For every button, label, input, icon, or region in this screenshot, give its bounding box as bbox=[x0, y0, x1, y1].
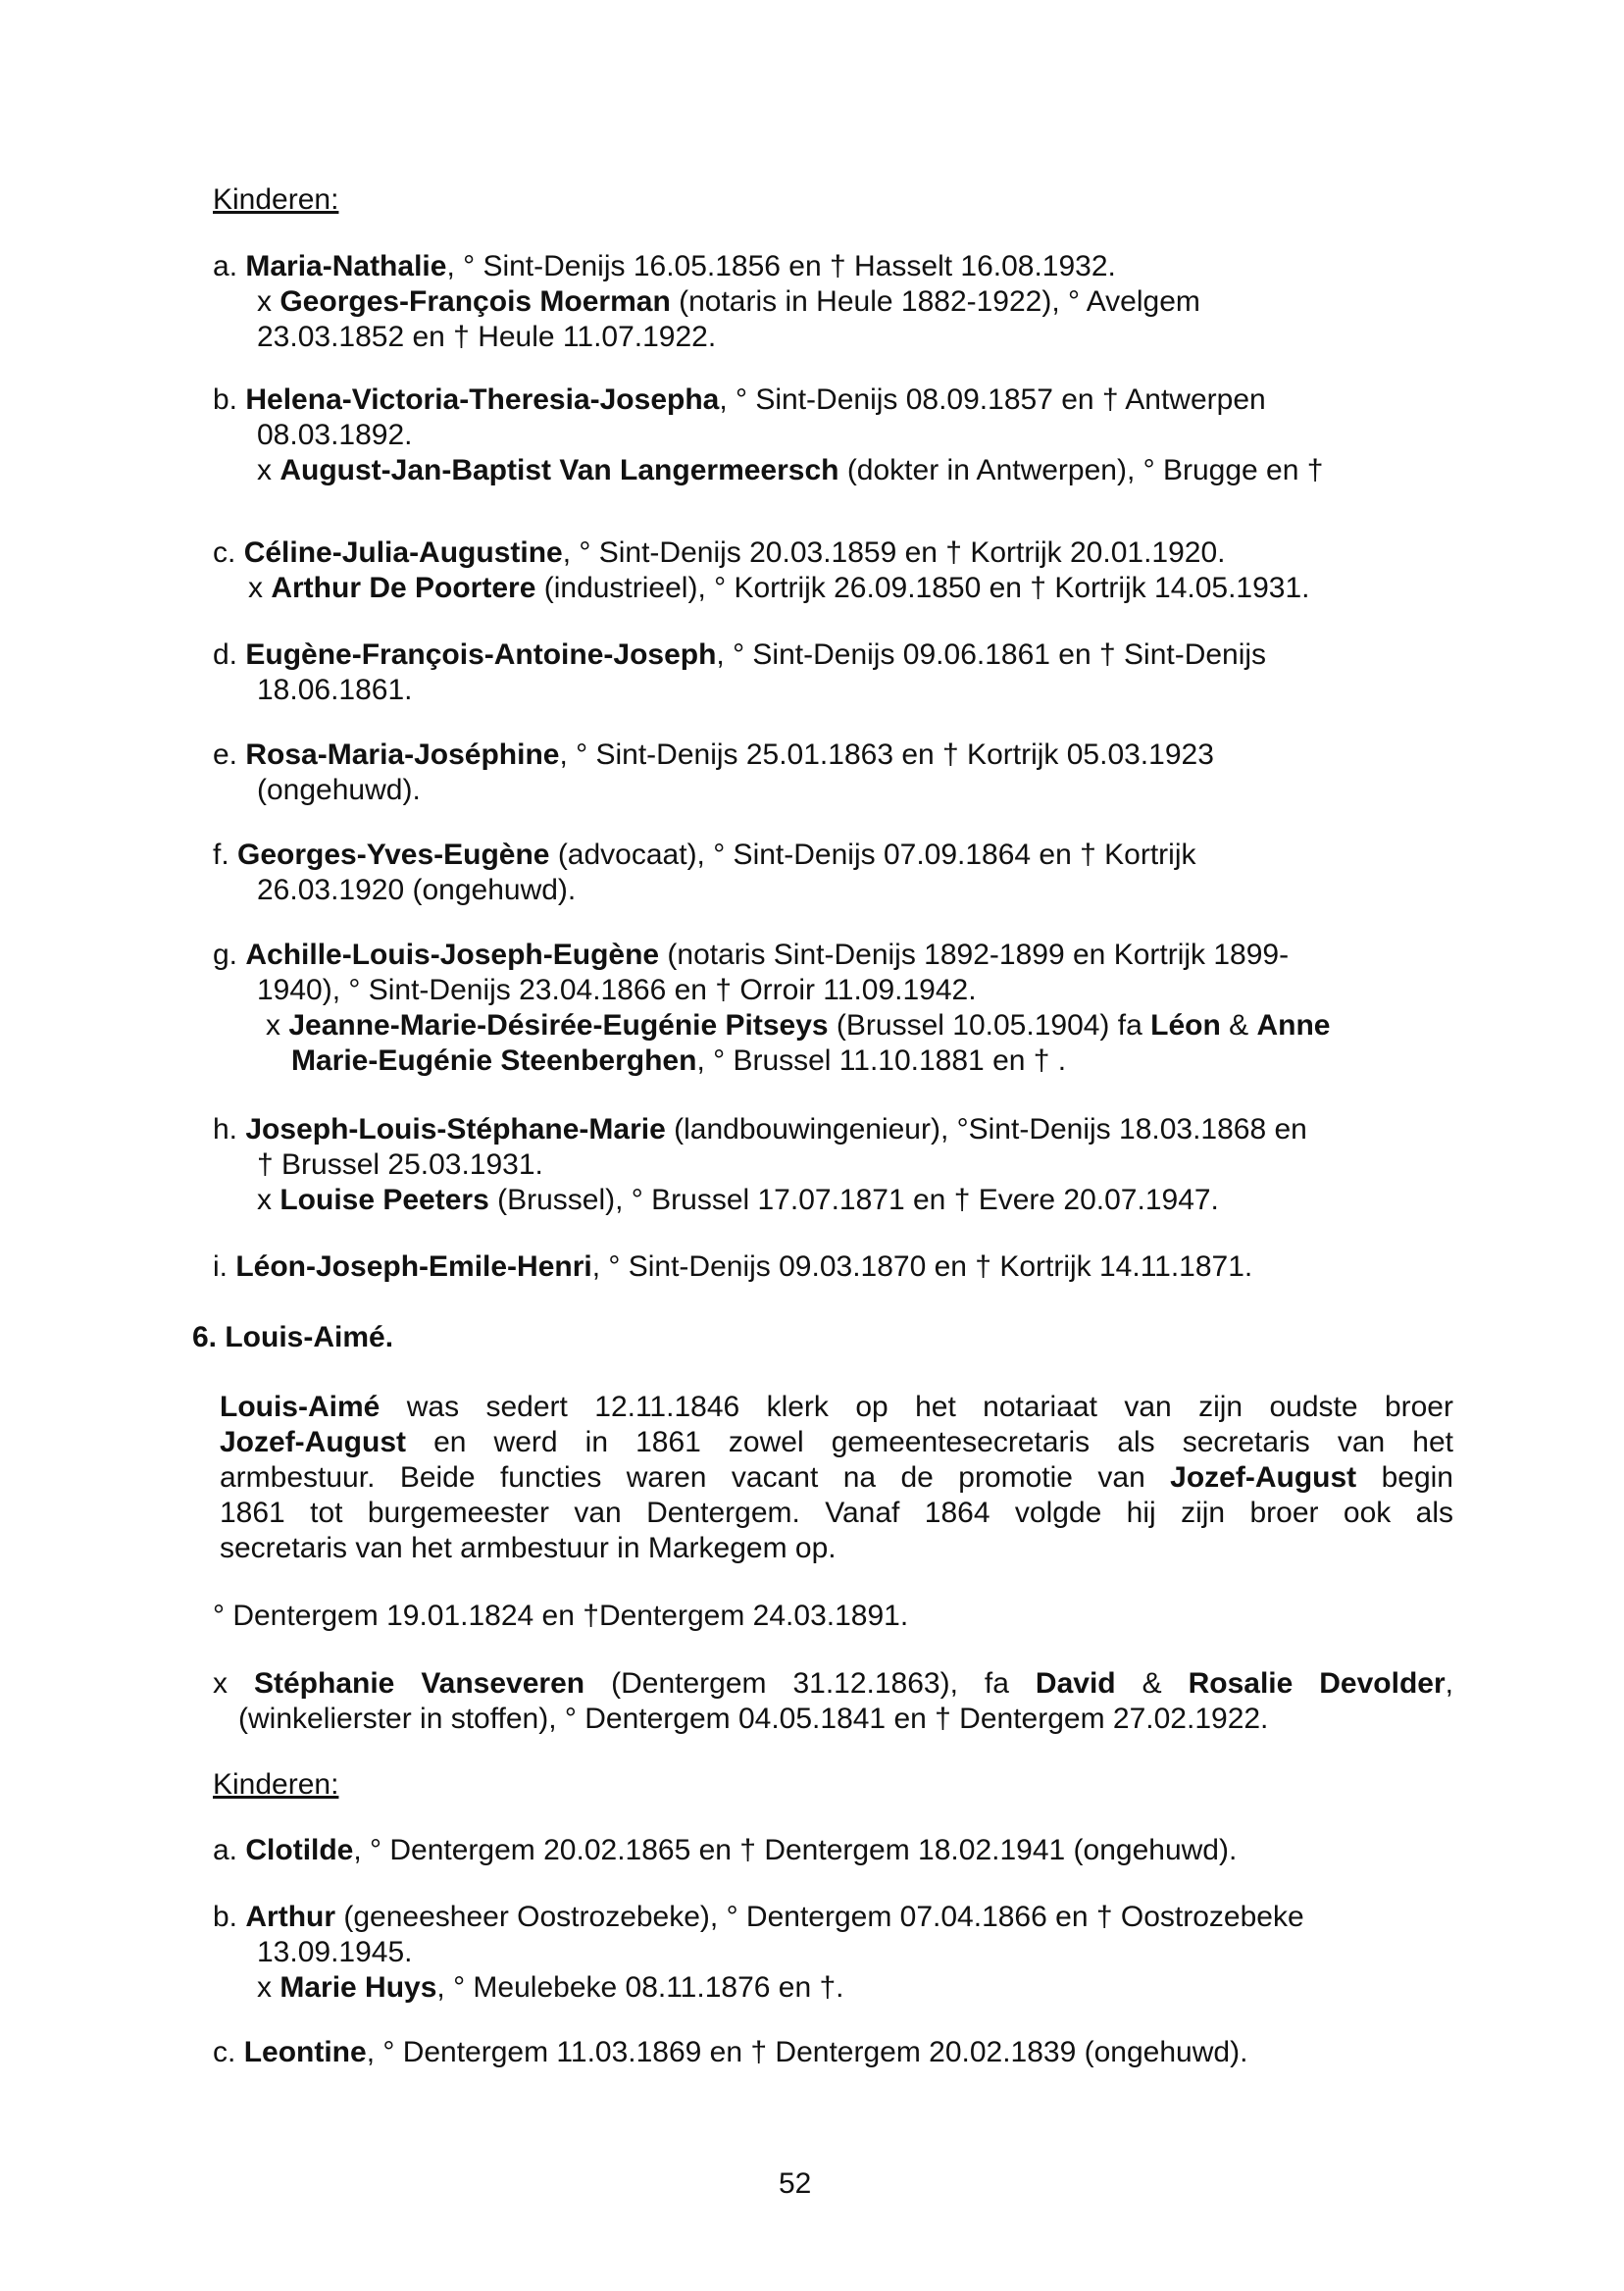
child-d-line-2: 18.06.1861. bbox=[257, 674, 413, 706]
child-f-name: Georges-Yves-Eugène bbox=[237, 839, 550, 871]
children-heading-2: Kinderen: bbox=[213, 1768, 339, 1801]
spouse-mother: Rosalie Devolder bbox=[1188, 1667, 1446, 1700]
child-g-line-2: 1940), ° Sint-Denijs 23.04.1866 en † Orroir 11.09.1942. bbox=[257, 974, 977, 1006]
child-g-spouse-line bbox=[266, 1008, 1330, 1044]
child-f-line-2: 26.03.1920 (ongehuwd). bbox=[257, 874, 577, 906]
child-6b-spouse-details: , ° Meulebeke 08.11.1876 en †. bbox=[436, 1971, 844, 2004]
child-e-name: Rosa-Maria-Joséphine bbox=[245, 738, 560, 771]
child-f-line-1 bbox=[213, 838, 1196, 873]
spouse-father: David bbox=[1035, 1667, 1116, 1700]
marriage-line-2: (winkelierster in stoffen), ° Dentergem 04.05.1841 en † Dentergem 27.02.1922. bbox=[238, 1703, 1269, 1735]
child-g-spouse-father: Léon bbox=[1150, 1009, 1221, 1042]
paragraph-line-4: 1861 tot burgemeester van Dentergem. Vanaf 1864 volgde hij zijn broer ook als bbox=[220, 1497, 1453, 1529]
comma: , bbox=[1445, 1667, 1453, 1700]
child-b-name: Helena-Victoria-Theresia-Josepha bbox=[245, 383, 720, 416]
child-6b-details: (geneesheer Oostrozebeke), ° Dentergem 07.04.1866 en † Oostrozebeke bbox=[335, 1901, 1304, 1933]
child-b-details: , ° Sint-Denijs 08.09.1857 en † Antwerpen bbox=[719, 383, 1266, 416]
child-c-spouse-details: (industrieel), ° Kortrijk 26.09.1850 en † Kortrijk 14.05.1931. bbox=[535, 572, 1310, 604]
child-d-line-1 bbox=[213, 637, 1266, 673]
spouse-marker: x bbox=[257, 285, 280, 318]
paragraph-text: en werd in 1861 zowel gemeentesecretaris als secretaris van het bbox=[406, 1426, 1453, 1458]
children-heading: Kinderen: bbox=[213, 183, 339, 216]
spouse-name: Stéphanie Vanseveren bbox=[253, 1667, 585, 1700]
child-6a-letter: a. bbox=[213, 1834, 238, 1866]
child-b-spouse-details: (dokter in Antwerpen), ° Brugge en † bbox=[838, 454, 1324, 486]
spouse-marker: x bbox=[257, 1184, 280, 1216]
spouse-marker: x bbox=[257, 454, 280, 486]
child-g-name: Achille-Louis-Joseph-Eugène bbox=[245, 939, 660, 971]
spouse-marker: x bbox=[213, 1667, 254, 1700]
paragraph-line-1 bbox=[220, 1390, 1453, 1425]
child-e-details: , ° Sint-Denijs 25.01.1863 en † Kortrijk 05.03.1923 bbox=[559, 738, 1214, 771]
child-f-details: (advocaat), ° Sint-Denijs 07.09.1864 en † Kortrijk bbox=[549, 839, 1196, 871]
child-e-line-2: (ongehuwd). bbox=[257, 774, 421, 806]
spouse-marker: x bbox=[257, 1971, 280, 2004]
child-i-letter: i. bbox=[213, 1250, 228, 1283]
child-g-spouse-line-2 bbox=[291, 1044, 1066, 1079]
child-h-line-1 bbox=[213, 1112, 1307, 1147]
child-g-spouse-mother-name: Marie-Eugénie Steenberghen bbox=[291, 1044, 697, 1077]
marriage-text: (Dentergem 31.12.1863), fa bbox=[584, 1667, 1036, 1700]
child-g-spouse-details: (Brussel 10.05.1904) fa bbox=[828, 1009, 1151, 1042]
child-h-details: (landbouwingenieur), °Sint-Denijs 18.03.1868 en bbox=[665, 1113, 1307, 1146]
child-h-spouse-details: (Brussel), ° Brussel 17.07.1871 en † Evere 20.07.1947. bbox=[488, 1184, 1219, 1216]
child-i-details: , ° Sint-Denijs 09.03.1870 en † Kortrijk 14.11.1871. bbox=[591, 1250, 1253, 1283]
child-a-spouse-details: (notaris in Heule 1882-1922), ° Avelgem bbox=[670, 285, 1200, 318]
child-b-spouse-line bbox=[257, 453, 1323, 488]
child-c-details: , ° Sint-Denijs 20.03.1859 en † Kortrijk 20.01.1920. bbox=[562, 536, 1226, 569]
child-a-name: Maria-Nathalie bbox=[245, 250, 447, 282]
child-g-line-1 bbox=[213, 938, 1289, 973]
child-a-spouse-line bbox=[257, 284, 1200, 320]
page-number: 52 bbox=[779, 2167, 812, 2200]
paragraph-text: armbestuur. Beide functies waren vacant na de promotie van bbox=[220, 1461, 1171, 1494]
child-c-name: Céline-Julia-Augustine bbox=[243, 536, 563, 569]
paragraph-line-2 bbox=[220, 1425, 1453, 1460]
child-c-line-1 bbox=[213, 535, 1225, 571]
birth-death-line: ° Dentergem 19.01.1824 en †Dentergem 24.03.1891. bbox=[213, 1600, 909, 1632]
child-c-spouse-line bbox=[248, 571, 1310, 606]
spouse-marker: x bbox=[266, 1009, 289, 1042]
child-b-line-1 bbox=[213, 382, 1266, 418]
child-6b-line-1 bbox=[213, 1900, 1304, 1935]
child-a-letter: a bbox=[213, 250, 229, 282]
child-a-spouse-name: Georges-François Moerman bbox=[279, 285, 671, 318]
child-h-letter: h. bbox=[213, 1113, 238, 1146]
child-6c-name: Leontine bbox=[243, 2036, 367, 2068]
child-6c-details: , ° Dentergem 11.03.1869 en † Dentergem 20.02.1839 (ongehuwd). bbox=[366, 2036, 1248, 2068]
child-6b-name: Arthur bbox=[245, 1901, 336, 1933]
child-d-details: , ° Sint-Denijs 09.06.1861 en † Sint-Denijs bbox=[716, 638, 1267, 671]
child-c-spouse-name: Arthur De Poortere bbox=[271, 572, 536, 604]
paragraph-text: was sedert 12.11.1846 klerk op het notariaat van zijn oudste broer bbox=[380, 1391, 1453, 1423]
child-6b-line-2: 13.09.1945. bbox=[257, 1936, 413, 1968]
child-d-letter: d. bbox=[213, 638, 238, 671]
child-6a-line-1 bbox=[213, 1833, 1237, 1868]
spouse-marker: x bbox=[248, 572, 272, 604]
child-e-line-1 bbox=[213, 738, 1214, 773]
child-a-line-1 bbox=[213, 249, 1116, 284]
child-b-spouse-name: August-Jan-Baptist Van Langermeersch bbox=[279, 454, 839, 486]
child-6b-letter: b. bbox=[213, 1901, 238, 1933]
child-i-line-1 bbox=[213, 1249, 1252, 1285]
child-e-letter: e. bbox=[213, 738, 238, 771]
paragraph-text: begin bbox=[1356, 1461, 1453, 1494]
ampersand: & bbox=[1220, 1009, 1257, 1042]
child-d-name: Eugène-François-Antoine-Joseph bbox=[245, 638, 717, 671]
child-6c-letter: c. bbox=[213, 2036, 236, 2068]
paragraph-line-5: secretaris van het armbestuur in Markegem op. bbox=[220, 1532, 837, 1564]
child-b-letter: b. bbox=[213, 383, 238, 416]
child-b-line-2: 08.03.1892. bbox=[257, 419, 413, 451]
child-h-spouse-name: Louise Peeters bbox=[279, 1184, 489, 1216]
child-g-details: (notaris Sint-Denijs 1892-1899 en Kortrijk 1899- bbox=[659, 939, 1290, 971]
child-6b-spouse-line bbox=[257, 1970, 844, 2006]
person-jozef-august: Jozef-August bbox=[1170, 1461, 1357, 1494]
section-heading: 6. Louis-Aimé. bbox=[192, 1321, 394, 1353]
child-h-line-2: † Brussel 25.03.1931. bbox=[257, 1148, 543, 1181]
paragraph-line-3 bbox=[220, 1460, 1453, 1496]
child-h-name: Joseph-Louis-Stéphane-Marie bbox=[245, 1113, 666, 1146]
child-6a-details: , ° Dentergem 20.02.1865 en † Dentergem 18.02.1941 (ongehuwd). bbox=[353, 1834, 1238, 1866]
child-a-spouse-line-2: 23.03.1852 en † Heule 11.07.1922. bbox=[257, 321, 717, 353]
ampersand: & bbox=[1115, 1667, 1189, 1700]
child-g-spouse-mother-first: Anne bbox=[1256, 1009, 1331, 1042]
person-louis-aime: Louis-Aimé bbox=[220, 1391, 381, 1423]
child-a-details: , ° Sint-Denijs 16.05.1856 en † Hasselt 16.08.1932. bbox=[446, 250, 1116, 282]
child-g-spouse-name: Jeanne-Marie-Désirée-Eugénie Pitseys bbox=[288, 1009, 829, 1042]
child-6c-line-1 bbox=[213, 2035, 1247, 2070]
child-i-name: Léon-Joseph-Emile-Henri bbox=[235, 1250, 592, 1283]
person-jozef-august: Jozef-August bbox=[220, 1426, 406, 1458]
child-6a-name: Clotilde bbox=[245, 1834, 354, 1866]
child-g-letter: g. bbox=[213, 939, 238, 971]
marriage-line-1 bbox=[213, 1666, 1453, 1702]
child-h-spouse-line bbox=[257, 1183, 1219, 1218]
child-a-sep: . bbox=[228, 250, 246, 282]
child-6b-spouse-name: Marie Huys bbox=[279, 1971, 437, 2004]
child-g-spouse-mother-details: , ° Brussel 11.10.1881 en † . bbox=[696, 1044, 1067, 1077]
child-c-letter: c. bbox=[213, 536, 236, 569]
child-f-letter: f. bbox=[213, 839, 229, 871]
